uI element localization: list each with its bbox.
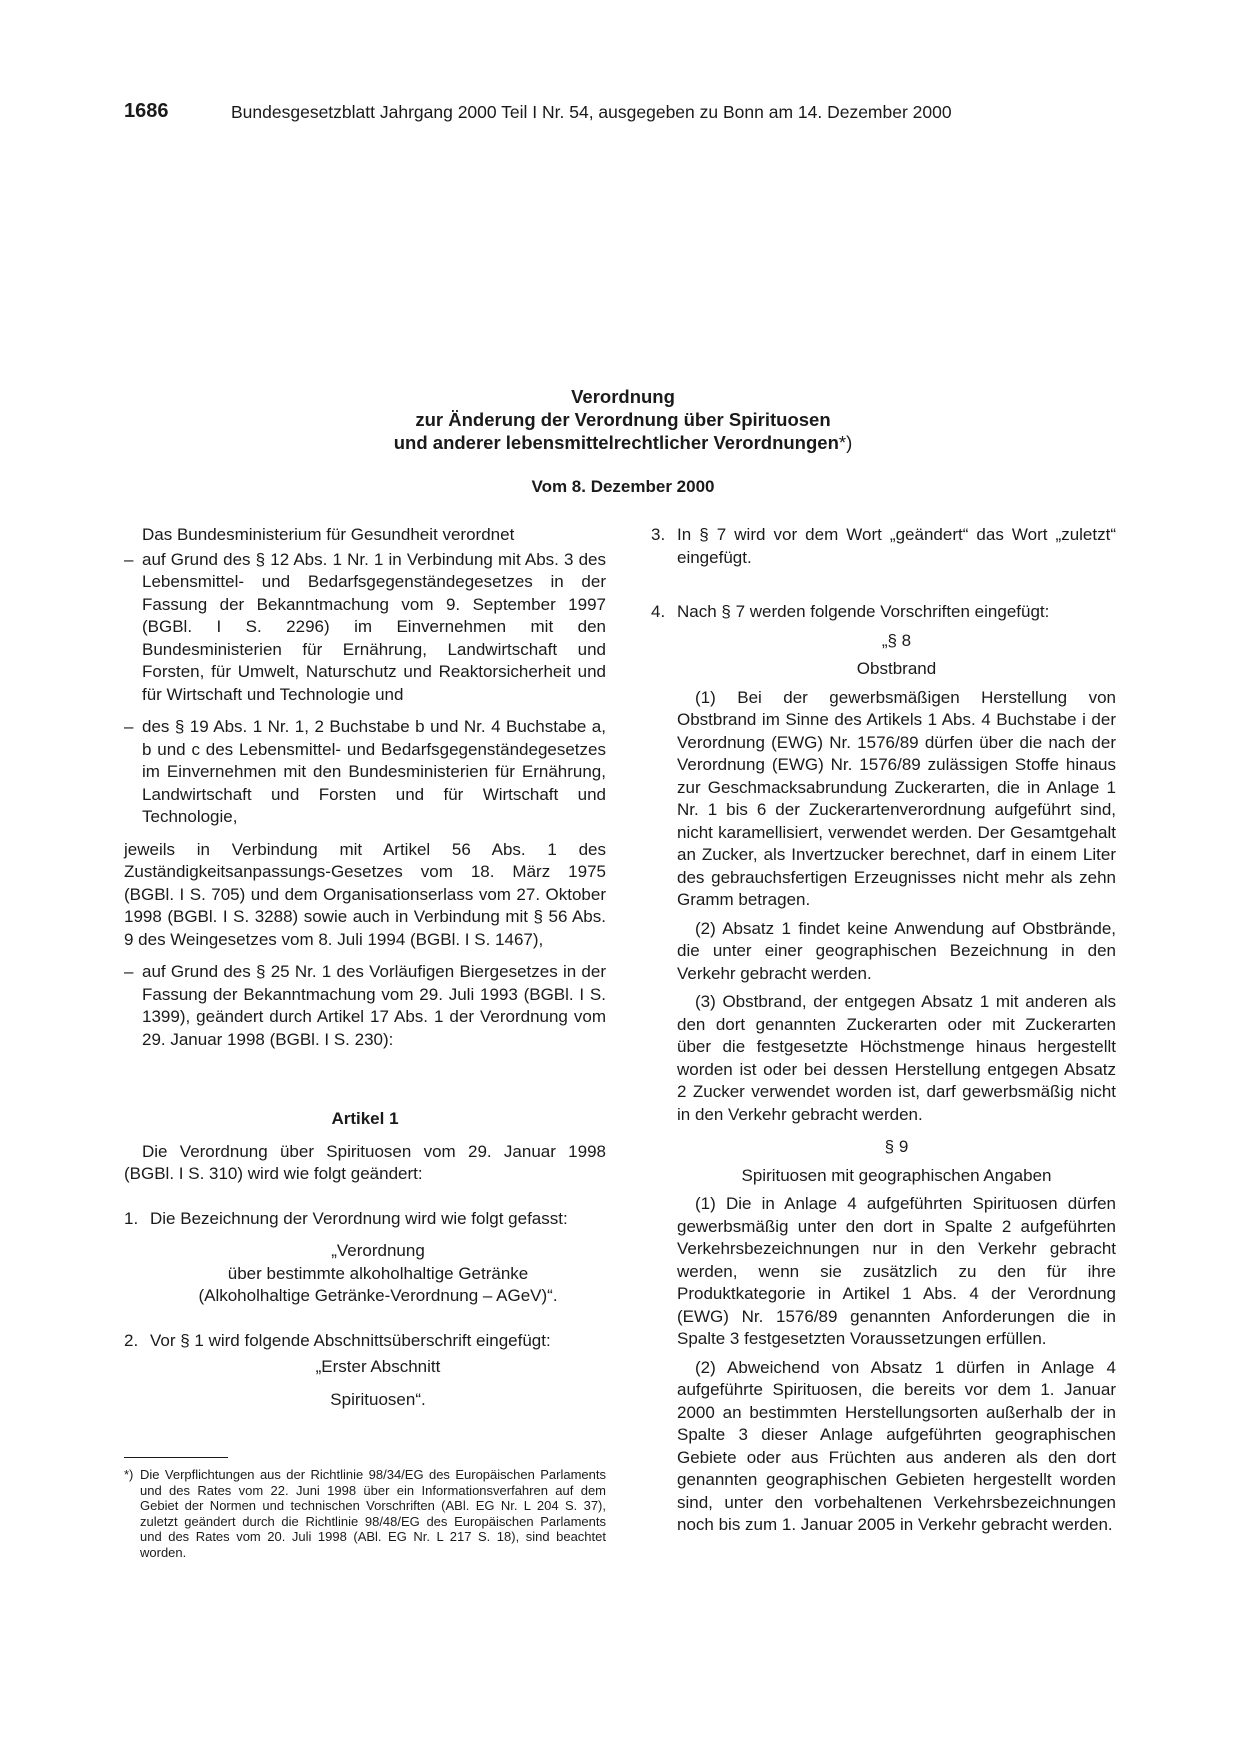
page-header bbox=[124, 100, 1124, 126]
section-9-title: Spirituosen mit geographischen Angaben bbox=[741, 1165, 1052, 1185]
quote-2-line-2: Spirituosen“. bbox=[330, 1389, 426, 1409]
document-title bbox=[124, 385, 1122, 454]
section-9-heading: § 9 bbox=[884, 1137, 909, 1156]
numbered-item-4-text: Nach § 7 werden folgende Vorschriften eingefügt: bbox=[677, 602, 1050, 621]
artikel-heading: Artikel 1 bbox=[331, 1109, 399, 1128]
numbered-item-2 bbox=[124, 1330, 606, 1353]
title-line-1: Verordnung bbox=[571, 386, 675, 407]
section-9-paragraph-2: (2) Abweichend von Absatz 1 dürfen in Anlage 4 aufgeführte Spirituosen, die bereits vor dem 1. Januar 2000 an bestimmten Herstellungsorten außerhalb der in Spalte 3 dieser Anlage aufgeführten geographischen Gebiete oder aus Früchten aus anderen als den dort genannten geographischen Gebieten hergestellt worden sind, unter den vorbehaltenen Verkehrsbezeichnungen noch bis zum 1. Januar 2005 in Verkehr gebracht werden. bbox=[677, 1357, 1116, 1534]
section-8-paragraph-2: (2) Absatz 1 findet keine Anwendung auf Obstbrände, die unter einer geographischen Bezeichnung in den Verkehr gebracht werden. bbox=[677, 918, 1116, 983]
numbered-item-3 bbox=[651, 524, 1116, 569]
title-line-3 bbox=[124, 431, 1122, 454]
dash-item-1 bbox=[124, 549, 606, 707]
jeweils-paragraph: jeweils in Verbindung mit Artikel 56 Abs. 1 des Zuständigkeitsanpassungs-Gesetzes vom 18. März 1975 (BGBl. I S. 705) und dem Organisationserlass vom 27. Oktober 1998 (BGBl. I S. 3288) sowie auch in Verbindung mit § 56 Abs. 9 des Weingesetzes vom 8. Juli 1994 (BGBl. I S. 1467), bbox=[124, 839, 606, 949]
title-line-2: zur Änderung der Verordnung über Spirituosen bbox=[415, 409, 831, 430]
section-8-title: Obstbrand bbox=[856, 659, 937, 678]
dash-item-1-text: auf Grund des § 12 Abs. 1 Nr. 1 in Verbindung mit Abs. 3 des Lebensmittel- und Bedarfsgegenständegesetzes in der Fassung der Bekanntmachung vom 9. September 1997 (BGBl. I S. 2296) im Einvernehmen mit den Bundesministerien für Ernährung, Landwirtschaft und Forsten, für Umwelt, Naturschutz und Reaktorsicherheit und für Wirtschaft und Technologie und bbox=[142, 549, 606, 704]
item-number: 4. bbox=[651, 602, 666, 621]
numbered-item-1 bbox=[124, 1208, 606, 1231]
right-column bbox=[651, 524, 1116, 1537]
quote-1-line-3: (Alkoholhaltige Getränke-Verordnung – AGeV)“. bbox=[198, 1286, 558, 1305]
section-8-heading: „§ 8 bbox=[881, 630, 912, 650]
section-9-paragraph-1: (1) Die in Anlage 4 aufgeführten Spirituosen dürfen gewerbsmäßig unter den dort in Spalte 2 aufgeführten Verkehrsbezeichnungen nur in den Verkehr gebracht werden, wenn sie zusätzlich zu den für ihre Produktkategorie in Artikel 1 Abs. 4 der Verordnung (EWG) Nr. 1576/89 genannten Anforderungen die in Spalte 3 festgesetzten Voraussetzungen erfüllen. bbox=[677, 1194, 1116, 1348]
numbered-item-2-text: Vor § 1 wird folgende Abschnittsüberschrift eingefügt: bbox=[150, 1330, 551, 1350]
numbered-item-1-text: Die Bezeichnung der Verordnung wird wie folgt gefasst: bbox=[150, 1208, 568, 1228]
numbered-item-3-text: In § 7 wird vor dem Wort „geändert“ das Wort „zuletzt“ eingefügt. bbox=[677, 525, 1116, 567]
page-number: 1686 bbox=[124, 100, 169, 122]
dash-mark: – bbox=[124, 962, 134, 981]
document-date: Vom 8. Dezember 2000 bbox=[531, 477, 715, 496]
footnote-mark: *) bbox=[124, 1467, 134, 1482]
quote-block-2 bbox=[124, 1356, 606, 1411]
left-column bbox=[124, 524, 606, 1560]
section-9 bbox=[651, 1136, 1116, 1537]
footnote-text: Die Verpflichtungen aus der Richtlinie 98/34/EG des Europäischen Parlaments und des Rates vom 22. Juni 1998 über ein Informationsverfahren auf dem Gebiet der Normen und technischen Vorschriften (ABl. EG Nr. L 204 S. 37), zuletzt geändert durch die Richtlinie 98/48/EG des Europäischen Parlaments und des Rates vom 20. Juli 1998 (ABl. EG Nr. L 217 S. 18), sind beachtet worden. bbox=[140, 1467, 606, 1560]
running-header: Bundesgesetzblatt Jahrgang 2000 Teil I Nr. 54, ausgegeben zu Bonn am 14. Dezember 2000 bbox=[231, 102, 952, 122]
artikel-intro: Die Verordnung über Spirituosen vom 29. Januar 1998 (BGBl. I S. 310) wird wie folgt geändert: bbox=[124, 1141, 606, 1183]
dash-item-3 bbox=[124, 961, 606, 1051]
dash-mark: – bbox=[124, 717, 134, 736]
dash-item-3-text: auf Grund des § 25 Nr. 1 des Vorläufigen Biergesetzes in der Fassung der Bekanntmachung vom 29. Juli 1993 (BGBl. I S. 1399), geändert durch Artikel 17 Abs. 1 der Verordnung vom 29. Januar 1998 (BGBl. I S. 230): bbox=[142, 962, 606, 1049]
quote-1-line-2: über bestimmte alkoholhaltige Getränke bbox=[227, 1263, 529, 1283]
numbered-item-4 bbox=[651, 601, 1116, 624]
title-line-3-text: und anderer lebensmittelrechtlicher Verordnungen bbox=[393, 432, 839, 453]
section-8 bbox=[651, 630, 1116, 1127]
title-footnote-ref: *) bbox=[838, 432, 853, 453]
dash-item-2-text: des § 19 Abs. 1 Nr. 1, 2 Buchstabe b und Nr. 4 Buchstabe a, b und c des Lebensmittel- und Bedarfsgegenständegesetzes im Einvernehmen mit den Bundesministerien für Ernährung, Landwirtschaft und Forsten und für Wirtschaft und Technologie, bbox=[142, 717, 606, 826]
footnote-rule bbox=[124, 1457, 228, 1458]
quote-2-line-1: „Erster Abschnitt bbox=[315, 1357, 441, 1376]
item-number: 3. bbox=[651, 525, 666, 544]
footnote bbox=[124, 1467, 606, 1560]
dash-mark: – bbox=[124, 549, 134, 569]
item-number: 1. bbox=[124, 1208, 139, 1228]
item-number: 2. bbox=[124, 1330, 139, 1350]
quote-1-line-1: „Verordnung bbox=[331, 1241, 425, 1260]
intro-paragraph: Das Bundesministerium für Gesundheit verordnet bbox=[142, 525, 515, 544]
section-8-paragraph-3: (3) Obstbrand, der entgegen Absatz 1 mit anderen als den dort genannten Zuckerarten oder mit Zuckerarten über die festgesetzte Höchstmenge hinaus hergestellt worden ist oder bei dessen Herstellung entgegen Absatz 2 Zucker verwendet worden ist, darf gewerbsmäßig nicht in den Verkehr gebracht werden. bbox=[677, 992, 1116, 1124]
section-8-paragraph-1: (1) Bei der gewerbsmäßigen Herstellung von Obstbrand im Sinne des Artikels 1 Abs. 4 Buchstabe i der Verordnung (EWG) Nr. 1576/89 dürfen über die nach der Verordnung (EWG) Nr. 1576/89 zulässigen Stoffe hinaus zur Geschmacksabrundung Zuckerarten, die in Anlage 1 Nr. 1 bis 6 der Zuckerartenverordnung aufgeführt sind, nicht karamellisiert, verwendet werden. Der Gesamtgehalt an Zucker, als Invertzucker berechnet, darf in einem Liter des gebrauchsfertigen Erzeugnisses nicht mehr als zehn Gramm betragen. bbox=[677, 687, 1116, 909]
quote-block-1 bbox=[124, 1240, 606, 1308]
dash-item-2 bbox=[124, 716, 606, 829]
